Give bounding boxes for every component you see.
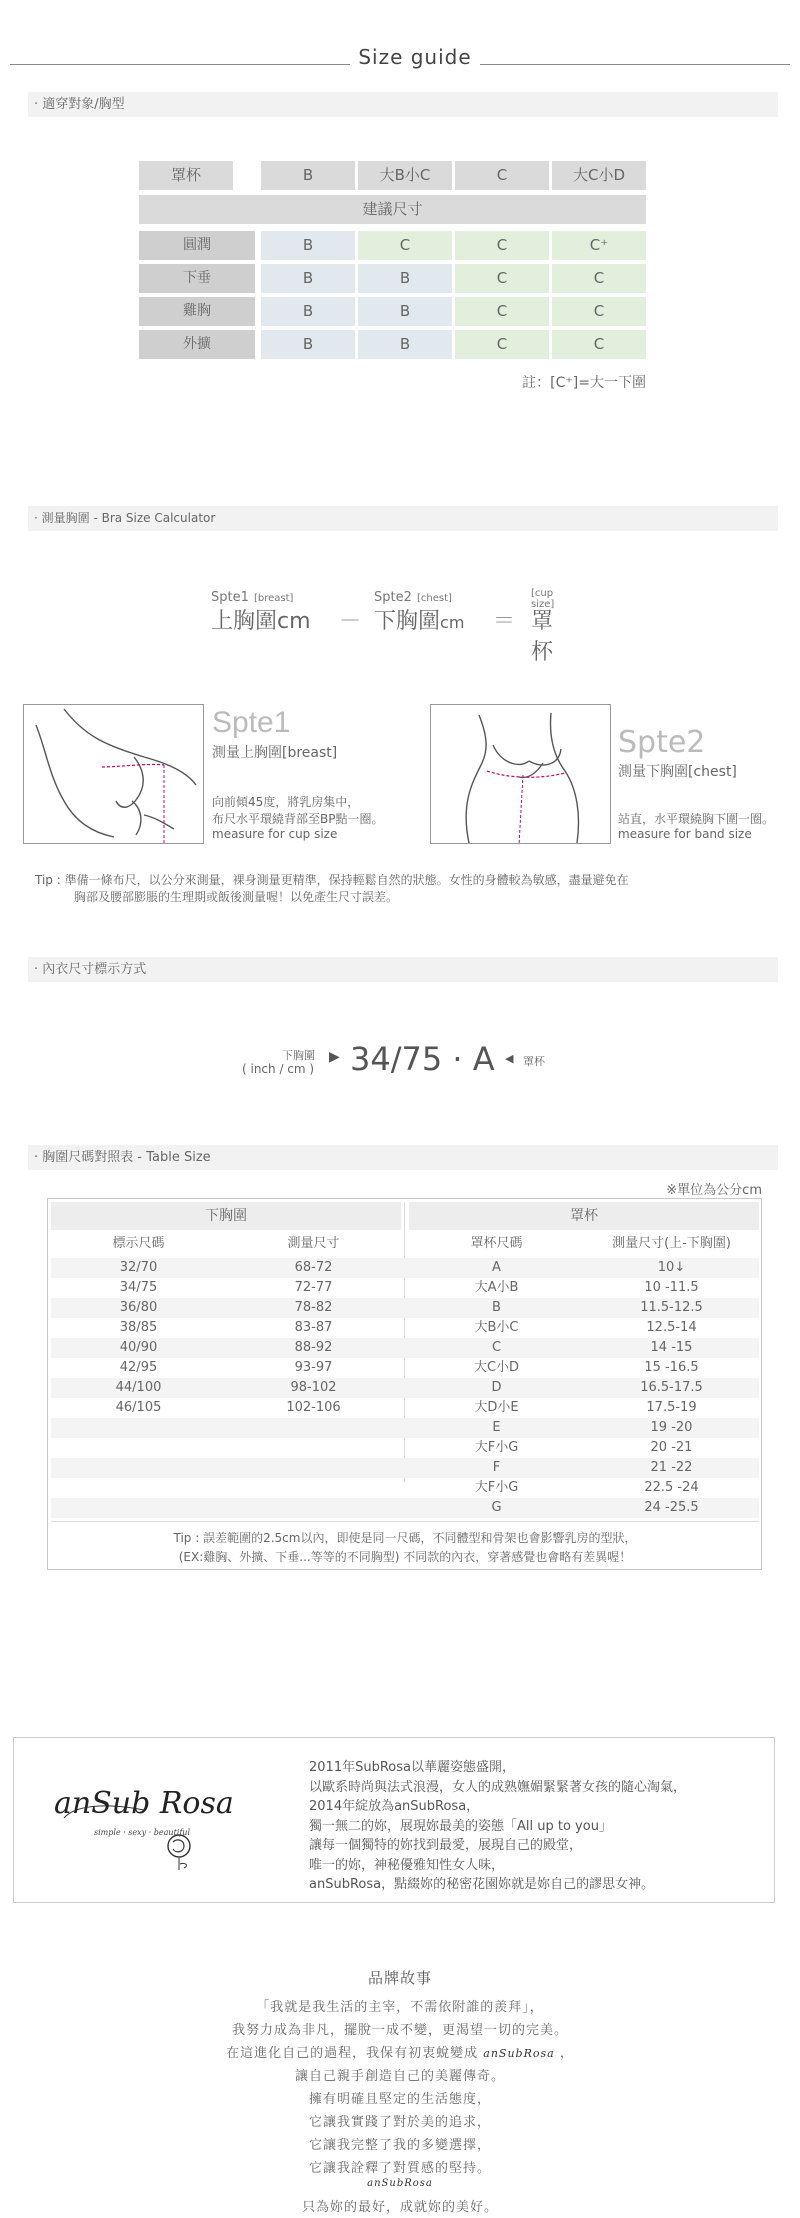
size-example: 34/75 · A [350,1040,495,1078]
band-size: 42/95 [119,1360,158,1375]
chest-measure-illustration [430,704,611,844]
story-line-with-logo [0,2042,800,2061]
equals-sign: ＝ [493,609,516,634]
figure-bending-icon [24,705,205,845]
col-header: 測量尺寸 [287,1236,340,1251]
band-size: 38/85 [119,1320,158,1335]
section-heading-size-table: · 胸圍尺碼對照表 - Table Size [28,1145,778,1170]
band-measure: 83-87 [294,1320,333,1335]
step2-label: Spte2 [374,590,412,605]
inline-brand-logo: anSubRosa [483,2047,555,2060]
fit-header: 大B小C [358,161,452,190]
fit-cell: C [552,264,646,293]
breast-measure-illustration [23,704,204,844]
cup-measure: 19 -20 [650,1420,693,1435]
band-measure: 102-106 [286,1400,341,1415]
story-line: 它讓我實踐了對於美的追求， [308,2115,491,2130]
size-tip-line2: (EX:雞胸、外擴、下垂...等等的不同胸型) 不同款的內衣，穿著感覺也會略有差異喔！ [178,1550,632,1564]
cup-size: 大D小E [474,1400,519,1415]
cup-size: 大B小C [474,1320,519,1335]
brand-line: 以歐系時尚與法式浪漫，女人的成熟嫵媚緊緊著女孩的隨心淘氣， [309,1779,687,1795]
fit-cell: B [358,264,452,293]
unit-note: ※單位為公分cm [666,1183,762,1198]
story-line-suffix: ， [559,2046,574,2061]
col-header: 標示尺碼 [112,1236,165,1251]
group-header-cup: 罩杯 [570,1208,598,1224]
cup-label: 罩杯 [523,1055,545,1068]
fit-header: 大C小D [552,161,646,190]
fit-header: C [455,161,549,190]
panel2-desc2: measure for band size [618,827,752,841]
cup-measure: 10 -11.5 [644,1280,699,1295]
col-header: 罩杯尺碼 [470,1236,523,1251]
band-measure: 68-72 [294,1260,333,1275]
page-title: Size guide [358,45,472,69]
story-line: 它讓我詮釋了對質感的堅持。 [308,2161,491,2176]
band-measure: 93-97 [294,1360,333,1375]
story-line: 讓自己親手創造自己的美麗傳奇。 [294,2069,505,2084]
rose-logo-icon [34,1766,274,1876]
size-tip-line1: Tip : 誤差範圍的2.5cm以內，即使是同一尺碼，不同體型和骨架也會影響乳房的型狀， [173,1531,637,1545]
cup-size: G [491,1500,502,1515]
col-header: 測量尺寸(上-下胸圍) [612,1236,731,1251]
fit-cell: B [261,297,355,326]
fit-header: B [261,161,355,190]
cup-size: B [492,1300,501,1315]
brand-logo [34,1766,274,1876]
cup-tag: [cup size] [531,588,555,610]
cup-size: 大A小B [474,1280,519,1295]
title-divider-left [10,64,350,65]
cup-size: C [491,1340,502,1355]
band-size: 44/100 [115,1380,162,1395]
story-line: 在這進化自己的過程，我保有初衷蛻變成 [226,2046,479,2061]
cup-measure: 17.5-19 [646,1400,697,1415]
panel1-desc2: 布尺水平環繞背部至BP點一圈。 [212,812,384,826]
story-line: 「我就是我生活的主宰，不需依附誰的羨拜」， [256,2000,544,2015]
cup-size: 大C小D [473,1360,520,1375]
cup-measure: 24 -25.5 [644,1500,699,1515]
band-unit: ( inch / cm ) [242,1062,315,1076]
fit-cell: C [455,264,549,293]
panel1-title: Spte1 [212,706,291,739]
fit-note: 註：[C⁺]=大一下圍 [522,375,646,391]
fit-row-label: 外擴 [139,330,255,359]
fit-cell: C [455,330,549,359]
step2-unit: cm [440,613,465,632]
measure-tip-line1: Tip : 準備一條布尺，以公分來測量，裸身測量更精準，保持輕鬆自然的狀態。女性的身體較為敏感，盡量避免在 [35,873,629,887]
band-size: 32/70 [119,1260,158,1275]
fit-cell: C [552,297,646,326]
fit-row-label: 圓潤 [139,231,255,260]
fit-cell: C [358,231,452,260]
cup-measure: 22.5 -24 [644,1480,699,1495]
brand-line: anSubRosa，點綴妳的秘密花園妳就是妳自己的謬思女神。 [309,1877,655,1892]
panel2-desc1: 站直，水平環繞胸下圍一圈。 [618,812,775,826]
band-size: 40/90 [119,1340,158,1355]
size-table [47,1198,762,1570]
fit-cell: C [552,330,646,359]
story-line: 它讓我完整了我的多變選擇， [308,2138,491,2153]
figure-standing-icon [431,705,612,845]
cup-measure: 16.5-17.5 [640,1380,703,1395]
arrow-left-icon: ◀ [505,1052,514,1065]
brand-line: 讓每一個獨特的妳找到最愛，展現自己的殿堂， [309,1838,583,1853]
cup-size: A [492,1260,501,1275]
step1-tag: [breast] [253,593,294,604]
story-line: 只為妳的最好，成就妳的美好。 [301,2200,498,2215]
cup-measure: 12.5-14 [646,1320,697,1335]
cup-size: F [492,1460,501,1475]
fit-cell: B [358,297,452,326]
band-measure: 72-77 [294,1280,333,1295]
band-size: 34/75 [119,1280,158,1295]
fit-row-label: 雞胸 [139,297,255,326]
band-label: 下胸圍 [282,1049,315,1062]
cup-size: E [492,1420,501,1435]
cup-measure: 14 -15 [650,1340,693,1355]
step1-formula: 上胸圍cm [211,609,311,634]
story-line: 擁有明確且堅定的生活態度， [308,2092,491,2107]
band-measure: 88-92 [294,1340,333,1355]
group-header-band: 下胸圍 [205,1208,247,1224]
step2-tag: [chest] [416,593,452,604]
fit-subheader: 建議尺寸 [139,195,646,224]
cup-measure: 15 -16.5 [644,1360,699,1375]
story-title: 品牌故事 [367,1969,432,1987]
brand-text [309,1758,686,1895]
fit-cell: B [358,330,452,359]
section-heading-calculator: · 測量胸圍 - Bra Size Calculator [28,506,778,531]
brand-line: 獨一無二的妳，展現妳最美的姿態「All up to you」 [309,1818,612,1834]
panel1-desc3: measure for cup size [212,827,338,841]
brand-logo-text: anSub Rosa [54,1786,234,1821]
fit-cell: C [455,231,549,260]
title-divider-right [480,64,790,65]
fit-cell: B [261,264,355,293]
cup-size: 大F小G [474,1480,519,1495]
band-measure: 98-102 [290,1380,337,1395]
brand-intro-box [13,1737,775,1903]
band-size: 46/105 [115,1400,162,1415]
section-heading-fit: · 適穿對象/胸型 [28,92,778,117]
cup-measure: 11.5-12.5 [640,1300,703,1315]
brand-logo-tagline: simple · sexy · beautiful [94,1828,191,1837]
brand-line: 2011年SubRosa以華麗姿態盛開， [309,1760,515,1775]
cup-formula: 罩杯 [531,609,554,665]
section-heading-label-format: · 內衣尺寸標示方式 [28,957,778,982]
panel1-subtitle: 測量上胸圍[breast] [212,745,338,761]
panel2-subtitle: 測量下胸圍[chest] [618,764,737,780]
cup-size: D [491,1380,502,1395]
fit-cell: B [261,231,355,260]
fit-cell: C⁺ [552,231,646,260]
band-measure: 78-82 [294,1300,333,1315]
arrow-right-icon: ▶ [329,1049,340,1065]
cup-measure: 10↓ [657,1260,686,1275]
cup-measure: 20 -21 [650,1440,693,1455]
cup-measure: 21 -22 [650,1460,693,1475]
minus-sign: － [339,609,362,634]
brand-line: 唯一的妳，神秘優雅知性女人味， [309,1857,505,1873]
brand-line: 2014年綻放為anSubRosa， [309,1799,480,1814]
step1-label: Spte1 [211,590,249,605]
story-line: 我努力成為非凡，擺脫一成不變，更渴望一切的完美。 [231,2023,568,2038]
step2-formula: 下胸圍 [374,609,441,634]
panel2-title: Spte2 [618,725,706,760]
fit-row-label: 下垂 [139,264,255,293]
fit-header-cup: 罩杯 [139,161,233,190]
fit-cell: C [455,297,549,326]
band-size: 36/80 [119,1300,158,1315]
measure-tip-line2: 胸部及腰部膨脹的生理期或飯後測量喔！以免產生尺寸誤差。 [74,890,399,904]
story-signature-logo: anSubRosa [367,2178,433,2189]
panel1-desc1: 向前傾45度，將乳房集中， [212,795,360,809]
fit-cell: B [261,330,355,359]
cup-size: 大F小G [474,1440,519,1455]
